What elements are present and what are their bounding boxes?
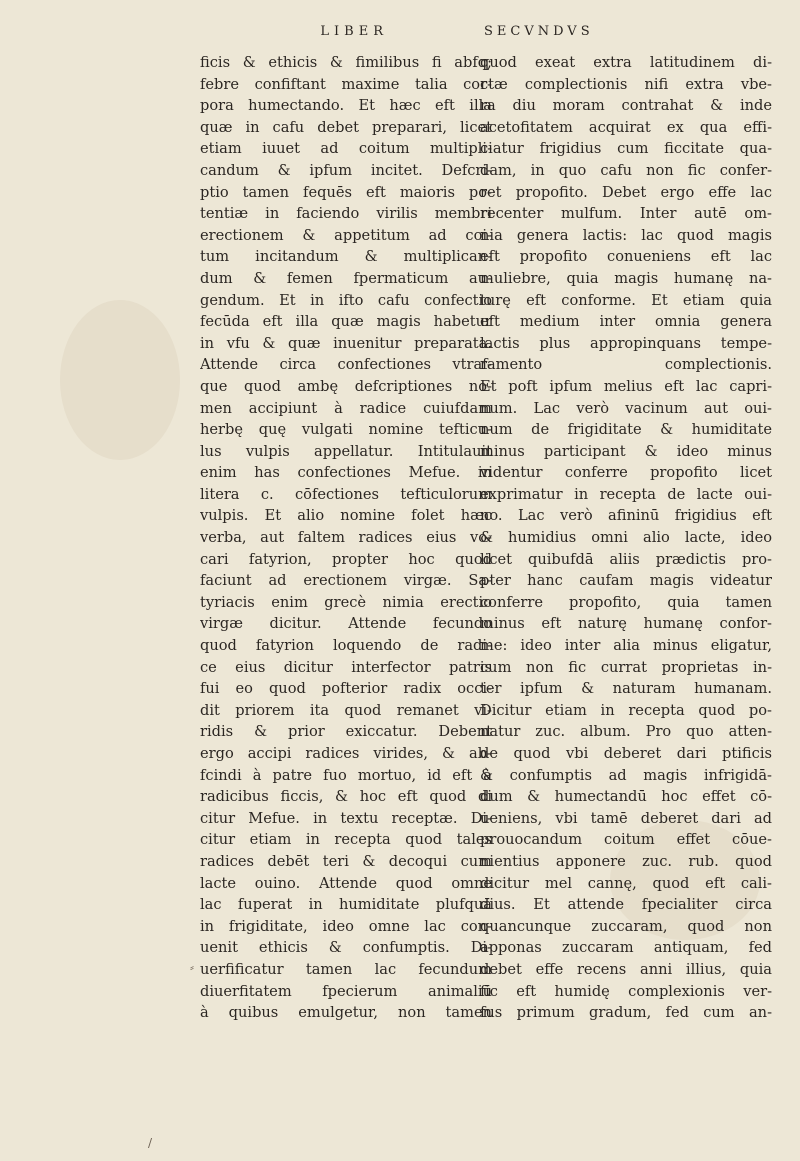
text-line: radices debēt teri & decoqui cum (200, 852, 492, 870)
text-line: pora humectando. Et hæc eft illa (200, 97, 492, 115)
text-line: uenit ethicis & confumptis. Di- (200, 939, 492, 957)
text-line: apponas zuccaram antiquam, fed (480, 939, 772, 957)
text-line: quod fatyrion loquendo de radi- (200, 637, 492, 655)
running-head-right: SECVNDVS (484, 24, 594, 39)
text-line: ce eius dicitur interfector patris (200, 658, 492, 676)
text-line: dum & humectandū hoc effet cō- (480, 788, 772, 806)
text-line: dius. Et attende fpecialiter circa (480, 896, 772, 914)
text-line: ter ipfum & naturam humanam. (480, 680, 772, 698)
running-head (0, 24, 800, 44)
text-line: tum incitandum & multiplican- (200, 248, 492, 266)
margin-mark: / (148, 1136, 153, 1150)
text-line: Attende circa confectiones vtraf- (200, 356, 492, 374)
text-line: recenter mulfum. Inter autē om- (480, 205, 772, 223)
text-line: ficis & ethicis & fimilibus fi abfq; (200, 54, 492, 71)
text-line: candum & ipfum incitet. Defcri- (200, 161, 492, 179)
text-line: fcindi à patre fuo mortuo, id eft à (200, 766, 492, 784)
text-line: ramento complectionis. (480, 356, 772, 374)
text-line: exprimatur in recepta de lacte oui- (480, 485, 772, 503)
margin-mark: ⸗ (190, 960, 194, 974)
text-line: lacte ouino. Attende quod omne (200, 874, 492, 892)
text-line: acetofitatem acquirat ex qua effi- (480, 118, 772, 136)
text-line: vulpis. Et alio nomine folet hæc (200, 507, 492, 525)
text-line: dicitur mel cannę, quod eft cali- (480, 874, 772, 892)
text-line: fui eo quod pofterior radix occi- (200, 680, 492, 698)
text-line: me: ideo inter alia minus eligatur, (480, 637, 772, 655)
text-line: videntur conferre propofito licet (480, 464, 772, 482)
text-line: eft propofito conueniens eft lac (480, 248, 772, 266)
text-line: lac fuperat in humiditate plufquā (200, 896, 492, 914)
text-line: licet quibufdā aliis prædictis pro- (480, 550, 772, 568)
text-line: ergo accipi radices virides, & ab- (200, 745, 492, 762)
text-line: citur Mefue. in textu receptæ. Di- (200, 809, 492, 827)
text-line: diuerfitatem fpecierum animaliū (200, 982, 492, 1000)
text-line: fic eft humidę complexionis ver- (480, 982, 772, 1000)
text-line: quod exeat extra latitudinem di- (480, 54, 772, 71)
text-line: tentiæ in faciendo virilis membri (200, 205, 492, 223)
text-line: gendum. Et in ifto cafu confectio (200, 291, 492, 309)
text-line: muliebre, quia magis humanę na- (480, 269, 772, 287)
text-line: minus participant & ideo minus (480, 442, 772, 460)
text-line: erectionem & appetitum ad coi- (200, 226, 492, 244)
text-line: ret propofito. Debet ergo effe lac (480, 183, 772, 201)
text-line: minus eft naturę humanę confor- (480, 615, 772, 633)
text-line: dit priorem ita quod remanet vi- (200, 701, 492, 719)
text-line: & humidius omni alio lacte, ideo (480, 529, 772, 547)
text-line: ciatur frigidius cum ficcitate qua- (480, 140, 772, 158)
text-line: quæ in cafu debet preparari, licet (200, 118, 492, 136)
text-line: etiam iuuet ad coitum multipli- (200, 140, 492, 158)
text-line: ueniens, vbi tamē deberet dari ad (480, 809, 772, 827)
paper-stain (60, 300, 180, 460)
text-line: ridis & prior exiccatur. Debent (200, 723, 492, 741)
text-line: Dicitur etiam in recepta quod po- (480, 701, 772, 719)
text-line: que quod ambę defcriptiones no- (200, 377, 492, 395)
text-line: tyriacis enim grecè nimia erectio (200, 593, 492, 611)
text-line: cum non fic currat proprietas in- (480, 658, 772, 676)
text-line: no. Lac verò afininū frigidius eft (480, 507, 772, 525)
text-line: turę eft conforme. Et etiam quia (480, 291, 772, 309)
text-line: radicibus ficcis, & hoc eft quod di (200, 788, 492, 806)
text-line: à quibus emulgetur, non tamen (200, 1004, 492, 1022)
text-line: ra diu moram contrahat & inde (480, 97, 772, 115)
text-line: num. Lac verò vacinum aut oui- (480, 399, 772, 417)
text-line: uerfificatur tamen lac fecundum (200, 960, 492, 978)
text-line: prouocandum coitum effet cōue- (480, 831, 772, 849)
text-line: enim has confectiones Mefue. in (200, 464, 492, 482)
text-line: ctæ complectionis nifi extra vbe- (480, 75, 772, 93)
text-line: nientius apponere zuc. rub. quod (480, 852, 772, 870)
text-line: ptio tamen fequēs eft maioris po- (200, 183, 492, 201)
text-line: Et poft ipfum melius eft lac capri- (480, 377, 772, 395)
text-line: in frigiditate, ideo omne lac con- (200, 917, 492, 935)
text-line: febre confiftant maxime talia cor- (200, 75, 492, 93)
text-column-right (480, 52, 772, 1024)
text-line: dum & femen fpermaticum au- (200, 269, 492, 287)
text-line: fus primum gradum, fed cum an- (480, 1004, 772, 1022)
text-line: eft medium inter omnia genera (480, 313, 772, 331)
text-line: virgæ dicitur. Attende fecundo (200, 615, 492, 633)
text-line: debet effe recens anni illius, quia (480, 960, 772, 978)
text-line: litera c. cōfectiones tefticulorum (200, 485, 492, 503)
text-line: de quod vbi deberet dari ptificis (480, 745, 772, 762)
text-line: lus vulpis appellatur. Intitulauit (200, 442, 492, 460)
text-line: nia genera lactis: lac quod magis (480, 226, 772, 244)
text-column-left (200, 52, 492, 1024)
text-line: pter hanc caufam magis videatur (480, 572, 772, 590)
text-line: quancunque zuccaram, quod non (480, 917, 772, 935)
text-line: & confumptis ad magis infrigidā- (480, 766, 772, 784)
text-line: fecūda eft illa quæ magis habetur (200, 313, 492, 331)
text-line: lactis plus appropinquans tempe- (480, 334, 772, 352)
text-line: herbę quę vulgati nomine tefticu- (200, 421, 492, 439)
text-line: dam, in quo cafu non fic confer- (480, 161, 772, 179)
text-line: men accipiunt à radice cuiufdam (200, 399, 492, 417)
text-line: faciunt ad erectionem virgæ. Sa- (200, 572, 492, 590)
text-line: in vfu & quæ inuenitur preparata. (200, 334, 492, 352)
text-line: natur zuc. album. Pro quo atten- (480, 723, 772, 741)
running-head-left: LIBER (320, 24, 388, 39)
text-line: citur etiam in recepta quod tales (200, 831, 492, 849)
text-line: cari fatyrion, propter hoc quod (200, 550, 492, 568)
text-line: verba, aut faltem radices eius vo- (200, 529, 492, 547)
text-line: num de frigiditate & humiditate (480, 421, 772, 439)
text-line: conferre propofito, quia tamen (480, 593, 772, 611)
